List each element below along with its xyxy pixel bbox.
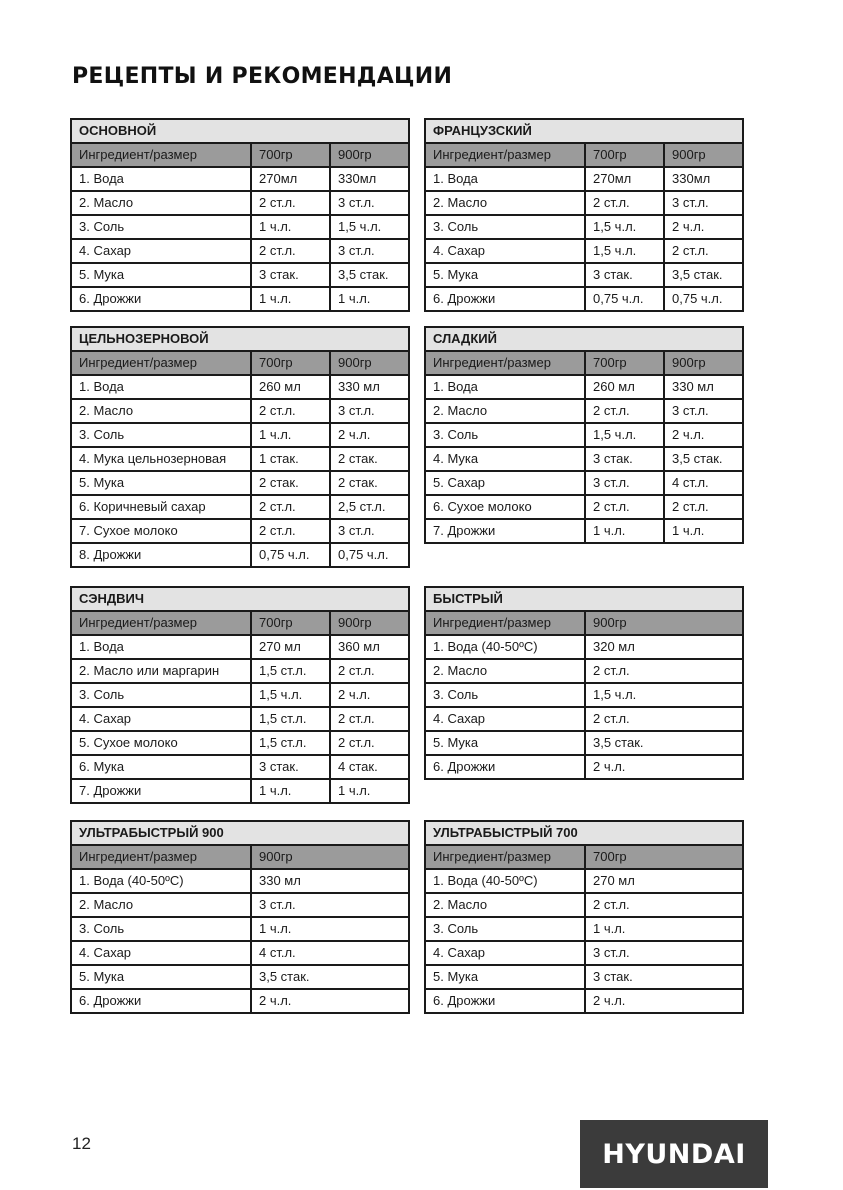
amount-cell: 3 стак. (251, 755, 330, 779)
amount-cell: 3 ст.л. (330, 239, 409, 263)
table-title-row (425, 587, 743, 611)
recipe-table-ultra700 (424, 820, 744, 1014)
ingredient-cell: 7. Дрожжи (425, 519, 585, 543)
table-row (71, 167, 409, 191)
ingredient-cell: 4. Мука цельнозерновая (71, 447, 251, 471)
amount-cell: 3,5 стак. (664, 263, 743, 287)
amount-cell: 0,75 ч.л. (251, 543, 330, 567)
column-header: 900гр (664, 143, 743, 167)
table-title: ФРАНЦУЗСКИЙ (425, 119, 743, 143)
column-header: 700гр (585, 845, 743, 869)
amount-cell: 3 ст.л. (664, 399, 743, 423)
table-row (425, 755, 743, 779)
amount-cell: 2 ч.л. (585, 989, 743, 1013)
ingredient-cell: 6. Коричневый сахар (71, 495, 251, 519)
ingredient-cell: 3. Соль (425, 423, 585, 447)
amount-cell: 260 мл (585, 375, 664, 399)
column-header: 900гр (330, 143, 409, 167)
amount-cell: 320 мл (585, 635, 743, 659)
amount-cell: 260 мл (251, 375, 330, 399)
table-row (71, 755, 409, 779)
ingredient-cell: 2. Масло (71, 399, 251, 423)
table-row (425, 447, 743, 471)
amount-cell: 3 стак. (585, 263, 664, 287)
amount-cell: 4 ст.л. (251, 941, 409, 965)
ingredient-cell: 1. Вода (40-50ºC) (425, 869, 585, 893)
table-header-row (425, 611, 743, 635)
amount-cell: 2 стак. (330, 471, 409, 495)
ingredient-cell: 5. Мука (71, 263, 251, 287)
hyundai-logo: HYUNDAI (580, 1120, 768, 1188)
table-title-row (425, 327, 743, 351)
amount-cell: 3,5 стак. (251, 965, 409, 989)
table-row (425, 495, 743, 519)
recipe-table-frantsuzskiy (424, 118, 744, 312)
table-row (71, 519, 409, 543)
table-row (425, 893, 743, 917)
table-header-row (71, 845, 409, 869)
table-row (71, 447, 409, 471)
table-row (71, 989, 409, 1013)
table-row (71, 941, 409, 965)
amount-cell: 1 ч.л. (251, 423, 330, 447)
amount-cell: 2 ст.л. (251, 495, 330, 519)
ingredient-cell: 6. Дрожжи (425, 755, 585, 779)
amount-cell: 3 стак. (585, 447, 664, 471)
amount-cell: 330мл (664, 167, 743, 191)
table-row (425, 239, 743, 263)
table-header-row (425, 351, 743, 375)
table-row (425, 471, 743, 495)
table-row (71, 375, 409, 399)
amount-cell: 1,5 ст.л. (251, 707, 330, 731)
amount-cell: 3 ст.л. (330, 399, 409, 423)
table-header-row (71, 611, 409, 635)
amount-cell: 2 ст.л. (585, 399, 664, 423)
amount-cell: 2 ч.л. (664, 423, 743, 447)
amount-cell: 1,5 ст.л. (251, 659, 330, 683)
amount-cell: 1 ч.л. (330, 287, 409, 311)
table-row (71, 965, 409, 989)
table-row (425, 707, 743, 731)
amount-cell: 1 ч.л. (330, 779, 409, 803)
table-row (425, 215, 743, 239)
table-title: БЫСТРЫЙ (425, 587, 743, 611)
table-row (425, 965, 743, 989)
recipe-table-bystryy (424, 586, 744, 780)
column-header: Ингредиент/размер (425, 143, 585, 167)
amount-cell: 1 ч.л. (251, 917, 409, 941)
ingredient-cell: 4. Сахар (71, 239, 251, 263)
amount-cell: 2 ст.л. (585, 191, 664, 215)
amount-cell: 2 ст.л. (664, 495, 743, 519)
amount-cell: 330 мл (330, 375, 409, 399)
ingredient-cell: 4. Мука (425, 447, 585, 471)
table-title: УЛЬТРАБЫСТРЫЙ 900 (71, 821, 409, 845)
table-row (71, 731, 409, 755)
table-row (425, 423, 743, 447)
amount-cell: 2 ч.л. (585, 755, 743, 779)
table-row (71, 893, 409, 917)
table-row (71, 215, 409, 239)
column-header: Ингредиент/размер (425, 845, 585, 869)
table-row (425, 731, 743, 755)
table-row (425, 263, 743, 287)
table-row (425, 191, 743, 215)
table-row (425, 941, 743, 965)
table-row (425, 399, 743, 423)
amount-cell: 2 ч.л. (330, 683, 409, 707)
ingredient-cell: 2. Масло (71, 191, 251, 215)
table-title-row (425, 821, 743, 845)
ingredient-cell: 3. Соль (71, 683, 251, 707)
ingredient-cell: 3. Соль (71, 917, 251, 941)
ingredient-cell: 5. Мука (71, 965, 251, 989)
ingredient-cell: 4. Сахар (425, 941, 585, 965)
table-row (71, 239, 409, 263)
recipe-table-sladkiy (424, 326, 744, 544)
ingredient-cell: 6. Дрожжи (425, 287, 585, 311)
table-row (71, 659, 409, 683)
column-header: 700гр (251, 611, 330, 635)
amount-cell: 2 ч.л. (330, 423, 409, 447)
table-row (71, 543, 409, 567)
column-header: 700гр (251, 351, 330, 375)
column-header: Ингредиент/размер (71, 845, 251, 869)
ingredient-cell: 3. Соль (71, 215, 251, 239)
amount-cell: 1,5 ч.л. (585, 423, 664, 447)
amount-cell: 4 ст.л. (664, 471, 743, 495)
table-row (425, 519, 743, 543)
table-row (71, 707, 409, 731)
ingredient-cell: 4. Сахар (71, 941, 251, 965)
ingredient-cell: 2. Масло (425, 659, 585, 683)
recipe-table-tselnozernovoy (70, 326, 410, 568)
amount-cell: 3 ст.л. (330, 191, 409, 215)
recipe-table-ultra900 (70, 820, 410, 1014)
ingredient-cell: 7. Сухое молоко (71, 519, 251, 543)
ingredient-cell: 6. Сухое молоко (425, 495, 585, 519)
table-header-row (425, 143, 743, 167)
amount-cell: 270мл (585, 167, 664, 191)
amount-cell: 0,75 ч.л. (330, 543, 409, 567)
table-header-row (425, 845, 743, 869)
amount-cell: 1 ч.л. (664, 519, 743, 543)
amount-cell: 270мл (251, 167, 330, 191)
ingredient-cell: 1. Вода (71, 167, 251, 191)
amount-cell: 3,5 стак. (585, 731, 743, 755)
ingredient-cell: 6. Мука (71, 755, 251, 779)
table-title-row (71, 119, 409, 143)
ingredient-cell: 2. Масло (71, 893, 251, 917)
ingredient-cell: 1. Вода (40-50ºC) (71, 869, 251, 893)
ingredient-cell: 3. Соль (425, 683, 585, 707)
amount-cell: 1,5 ч.л. (585, 683, 743, 707)
amount-cell: 3 ст.л. (330, 519, 409, 543)
table-row (425, 167, 743, 191)
ingredient-cell: 6. Дрожжи (425, 989, 585, 1013)
column-header: 900гр (330, 611, 409, 635)
table-row (425, 635, 743, 659)
amount-cell: 2 ст.л. (251, 191, 330, 215)
amount-cell: 270 мл (585, 869, 743, 893)
table-title: ЦЕЛЬНОЗЕРНОВОЙ (71, 327, 409, 351)
table-row (425, 917, 743, 941)
ingredient-cell: 3. Соль (425, 215, 585, 239)
amount-cell: 1,5 ст.л. (251, 731, 330, 755)
column-header: 900гр (330, 351, 409, 375)
table-title-row (71, 821, 409, 845)
column-header: Ингредиент/размер (425, 611, 585, 635)
amount-cell: 1,5 ч.л. (251, 683, 330, 707)
amount-cell: 2 стак. (330, 447, 409, 471)
amount-cell: 360 мл (330, 635, 409, 659)
amount-cell: 3 стак. (251, 263, 330, 287)
table-title-row (71, 327, 409, 351)
column-header: Ингредиент/размер (71, 611, 251, 635)
table-row (425, 659, 743, 683)
page-title: РЕЦЕПТЫ И РЕКОМЕНДАЦИИ (72, 64, 453, 89)
ingredient-cell: 6. Дрожжи (71, 287, 251, 311)
column-header: 900гр (664, 351, 743, 375)
ingredient-cell: 3. Соль (71, 423, 251, 447)
table-row (71, 683, 409, 707)
amount-cell: 1,5 ч.л. (330, 215, 409, 239)
table-title: СЛАДКИЙ (425, 327, 743, 351)
amount-cell: 270 мл (251, 635, 330, 659)
table-row (71, 423, 409, 447)
amount-cell: 1 ч.л. (251, 779, 330, 803)
amount-cell: 2 ст.л. (330, 659, 409, 683)
ingredient-cell: 1. Вода (425, 375, 585, 399)
table-row (425, 683, 743, 707)
page-number: 12 (72, 1134, 91, 1153)
ingredient-cell: 1. Вода (71, 635, 251, 659)
amount-cell: 330 мл (251, 869, 409, 893)
amount-cell: 3 стак. (585, 965, 743, 989)
table-row (425, 869, 743, 893)
amount-cell: 3 ст.л. (585, 471, 664, 495)
table-header-row (71, 143, 409, 167)
amount-cell: 1 ч.л. (251, 287, 330, 311)
ingredient-cell: 5. Сухое молоко (71, 731, 251, 755)
column-header: 700гр (585, 143, 664, 167)
table-title-row (71, 587, 409, 611)
amount-cell: 1 ч.л. (251, 215, 330, 239)
ingredient-cell: 3. Соль (425, 917, 585, 941)
column-header: 900гр (585, 611, 743, 635)
amount-cell: 2,5 ст.л. (330, 495, 409, 519)
amount-cell: 1,5 ч.л. (585, 239, 664, 263)
amount-cell: 3,5 стак. (330, 263, 409, 287)
table-title: ОСНОВНОЙ (71, 119, 409, 143)
table-row (425, 989, 743, 1013)
recipe-table-sendvich (70, 586, 410, 804)
recipe-table-osnovnoy (70, 118, 410, 312)
ingredient-cell: 5. Мука (71, 471, 251, 495)
table-header-row (71, 351, 409, 375)
ingredient-cell: 5. Мука (425, 263, 585, 287)
amount-cell: 330мл (330, 167, 409, 191)
amount-cell: 1 ч.л. (585, 917, 743, 941)
ingredient-cell: 4. Сахар (425, 239, 585, 263)
table-title-row (425, 119, 743, 143)
table-row (71, 471, 409, 495)
amount-cell: 4 стак. (330, 755, 409, 779)
amount-cell: 0,75 ч.л. (585, 287, 664, 311)
ingredient-cell: 2. Масло или маргарин (71, 659, 251, 683)
column-header: Ингредиент/размер (71, 351, 251, 375)
amount-cell: 2 стак. (251, 471, 330, 495)
ingredient-cell: 1. Вода (40-50ºC) (425, 635, 585, 659)
amount-cell: 1,5 ч.л. (585, 215, 664, 239)
amount-cell: 1 стак. (251, 447, 330, 471)
ingredient-cell: 5. Сахар (425, 471, 585, 495)
ingredient-cell: 5. Мука (425, 965, 585, 989)
amount-cell: 330 мл (664, 375, 743, 399)
column-header: 700гр (251, 143, 330, 167)
table-row (71, 635, 409, 659)
ingredient-cell: 2. Масло (425, 399, 585, 423)
ingredient-cell: 6. Дрожжи (71, 989, 251, 1013)
table-row (425, 287, 743, 311)
amount-cell: 2 ст.л. (330, 707, 409, 731)
amount-cell: 2 ст.л. (585, 495, 664, 519)
amount-cell: 1 ч.л. (585, 519, 664, 543)
amount-cell: 0,75 ч.л. (664, 287, 743, 311)
amount-cell: 2 ст.л. (251, 399, 330, 423)
ingredient-cell: 4. Сахар (71, 707, 251, 731)
table-row (71, 287, 409, 311)
table-row (71, 779, 409, 803)
table-row (71, 917, 409, 941)
ingredient-cell: 7. Дрожжи (71, 779, 251, 803)
amount-cell: 3 ст.л. (585, 941, 743, 965)
table-row (71, 263, 409, 287)
table-row (71, 495, 409, 519)
column-header: Ингредиент/размер (71, 143, 251, 167)
amount-cell: 2 ст.л. (251, 239, 330, 263)
table-title: СЭНДВИЧ (71, 587, 409, 611)
table-row (71, 191, 409, 215)
amount-cell: 3,5 стак. (664, 447, 743, 471)
amount-cell: 2 ст.л. (585, 707, 743, 731)
ingredient-cell: 4. Сахар (425, 707, 585, 731)
table-row (425, 375, 743, 399)
amount-cell: 2 ч.л. (664, 215, 743, 239)
amount-cell: 2 ст.л. (585, 893, 743, 917)
ingredient-cell: 8. Дрожжи (71, 543, 251, 567)
table-row (71, 869, 409, 893)
ingredient-cell: 1. Вода (71, 375, 251, 399)
column-header: 900гр (251, 845, 409, 869)
amount-cell: 2 ст.л. (585, 659, 743, 683)
amount-cell: 3 ст.л. (664, 191, 743, 215)
amount-cell: 3 ст.л. (251, 893, 409, 917)
amount-cell: 2 ст.л. (664, 239, 743, 263)
ingredient-cell: 2. Масло (425, 893, 585, 917)
column-header: 700гр (585, 351, 664, 375)
column-header: Ингредиент/размер (425, 351, 585, 375)
table-title: УЛЬТРАБЫСТРЫЙ 700 (425, 821, 743, 845)
amount-cell: 2 ст.л. (330, 731, 409, 755)
amount-cell: 2 ч.л. (251, 989, 409, 1013)
ingredient-cell: 5. Мука (425, 731, 585, 755)
ingredient-cell: 1. Вода (425, 167, 585, 191)
amount-cell: 2 ст.л. (251, 519, 330, 543)
ingredient-cell: 2. Масло (425, 191, 585, 215)
table-row (71, 399, 409, 423)
